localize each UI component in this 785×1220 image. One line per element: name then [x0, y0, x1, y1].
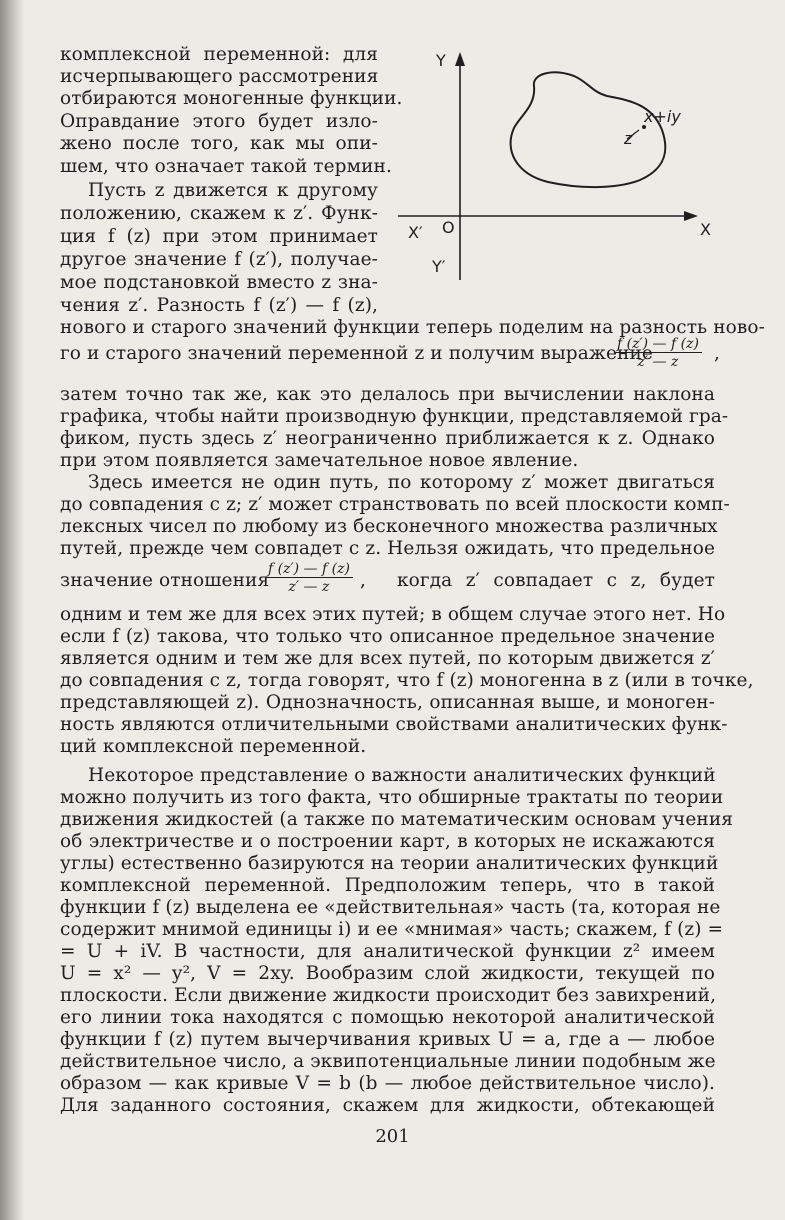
text-line: мое подстановкой вместо z зна- [60, 272, 378, 293]
fraction-expression [614, 336, 702, 370]
text-line: движения жидкостей (а также по математическим основам учения [60, 809, 734, 830]
text-line: чения z′. Разность f (z′) — f (z), [60, 295, 378, 316]
text-line: ций комплексной переменной. [60, 736, 367, 757]
y-axis-arrow-icon [455, 52, 465, 66]
comma: , [360, 570, 366, 591]
text-line: Здесь имеется не один путь, по которому z′ может двигаться [88, 472, 715, 493]
fraction-expression [265, 561, 353, 595]
y-axis-label: Y [436, 51, 446, 70]
text-line: является одним и тем же для всех путей, по которым движется z′ [60, 648, 715, 669]
text-line: углы) естественно базируются на теории аналитических функций [60, 853, 719, 874]
text-line: одним и тем же для всех этих путей; в общем случае этого нет. Но [60, 604, 726, 625]
text-line: го и старого значений переменной z и получим выражение [60, 343, 653, 364]
page-number: 201 [375, 1126, 410, 1147]
text-line: ность являются отличительными свойствами аналитических функ- [60, 714, 728, 735]
point-label: x+iy [644, 107, 681, 126]
text-line: значение отношения [60, 570, 270, 591]
text-line: фиком, пусть здесь z′ неограниченно приближается к z. Однако [60, 428, 715, 449]
text-line: ция f (z) при этом принимает [60, 226, 378, 247]
text-line: когда z′ совпадает с z, будет [397, 570, 715, 591]
complex-plane-figure [392, 40, 722, 300]
text-line: его линии тока находятся с помощью некоторой аналитической [60, 1007, 715, 1028]
x-prime-axis-label: X′ [408, 223, 423, 242]
text-line: лексных чисел по любому из бесконечного множества различных [60, 516, 718, 537]
text-line: шем, что означает такой термин. [60, 156, 392, 177]
text-line: исчерпывающего рассмотрения [60, 66, 379, 87]
text-line: жено после того, как мы опи- [60, 133, 378, 154]
y-prime-axis-label: Y′ [432, 257, 446, 276]
fraction-numerator: f (z′) — f (z) [265, 561, 353, 578]
text-line: графика, чтобы найти производную функции, представляемой гра- [60, 406, 729, 427]
text-line: U = x² — y², V = 2xy. Вообразим слой жидкости, текущей по [60, 963, 715, 984]
origin-label: O [442, 218, 455, 237]
text-line: Оправдание этого будет изло- [60, 111, 378, 132]
text-line: комплексной переменной: для [60, 44, 378, 65]
text-line: Некоторое представление о важности аналитических функций [88, 765, 716, 786]
comma: , [714, 343, 720, 364]
text-line: плоскости. Если движение жидкости происходит без завихрений, [60, 985, 717, 1006]
text-line: Пусть z движется к другому [88, 180, 378, 201]
text-line: отбираются моногенные функции. [60, 88, 403, 109]
fraction-denominator: z′ — z [288, 579, 330, 595]
text-line: действительное число, а эквипотенциальные линии подобным же [60, 1051, 716, 1072]
closed-region-curve [511, 72, 666, 187]
text-line: другое значение f (z′), получае- [60, 249, 378, 270]
text-line: путей, прежде чем совпадет с z. Нельзя ожидать, что предельное [60, 538, 715, 559]
text-line: комплексной переменной. Предположим теперь, что в такой [60, 875, 715, 896]
x-axis-arrow-icon [684, 211, 698, 221]
text-line: можно получить из того факта, что обширные трактаты по теории [60, 787, 724, 808]
x-axis-label: X [700, 220, 711, 239]
z-prime-label: z′ [624, 129, 637, 148]
text-line: функции f (z) путем вычерчивания кривых U = a, где a — любое [60, 1029, 715, 1050]
text-line: функции f (z) выделена ее «действительная» часть (та, которая не [60, 897, 721, 918]
text-line: содержит мнимой единицы i) и ее «мнимая» часть; скажем, f (z) = [60, 919, 724, 940]
text-line: Для заданного состояния, скажем для жидкости, обтекающей [60, 1095, 715, 1116]
fraction-numerator: f (z′) — f (z) [614, 336, 702, 353]
text-line: если f (z) такова, что только что описанное предельное значение [60, 626, 715, 647]
text-line: положению, скажем к z′. Функ- [60, 203, 378, 224]
text-line: нового и старого значений функции теперь поделим на разность ново- [60, 317, 765, 338]
text-line: образом — как кривые V = b (b — любое действительное число). [60, 1073, 715, 1094]
text-line: затем точно так же, как это делалось при вычислении наклона [60, 384, 715, 405]
text-line: об электричестве и о построении карт, в которых не искажаются [60, 831, 715, 852]
text-line: до совпадения с z; z′ может странствовать по всей плоскости комп- [60, 494, 730, 515]
page-binding-shadow [0, 0, 24, 1220]
text-line: представляющей z). Однозначность, описанная выше, и моноген- [60, 692, 715, 713]
text-line: при этом появляется замечательное новое явление. [60, 450, 579, 471]
text-line: до совпадения с z, тогда говорят, что f (z) моногенна в z (или в точке, [60, 670, 754, 691]
text-line: = U + iV. В частности, для аналитической функции z² имеем [60, 941, 715, 962]
fraction-denominator: z′ — z [637, 354, 679, 370]
